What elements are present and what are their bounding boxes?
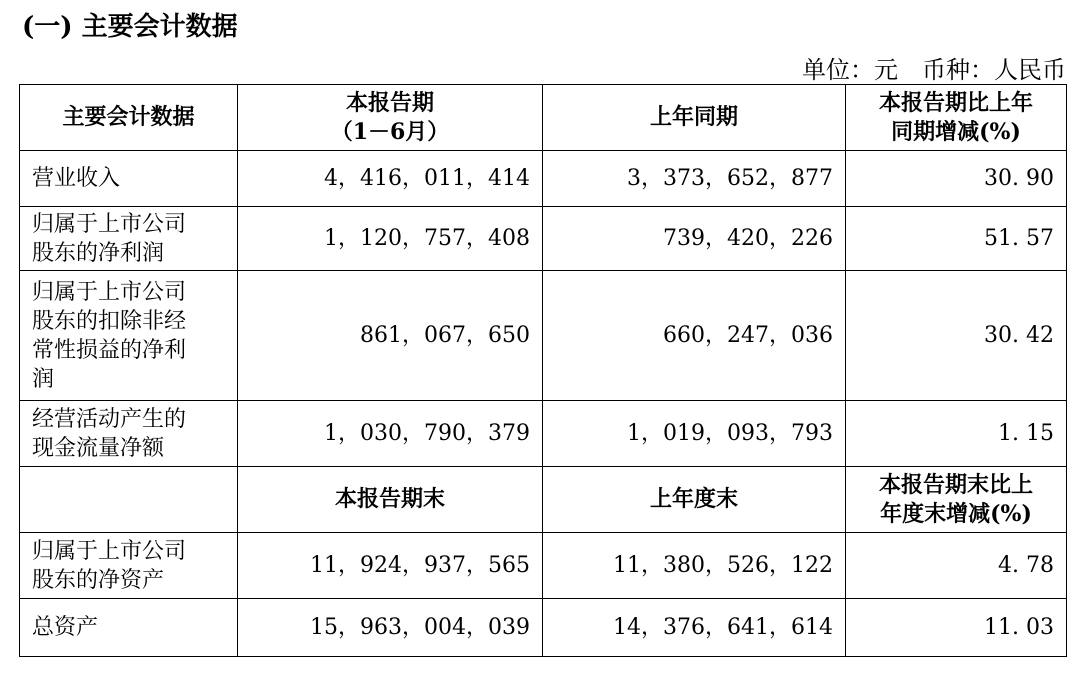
header-item: 主要会计数据 — [20, 85, 238, 151]
section-title: (一) 主要会计数据 — [22, 12, 238, 42]
row-change-value: 30. 90 — [846, 151, 1067, 207]
table-row — [20, 271, 1067, 401]
table-row — [20, 599, 1067, 657]
header-current-period: 本报告期 （1－6月） — [238, 85, 543, 151]
row-change-value: 30. 42 — [846, 271, 1067, 401]
row-label: 总资产 — [20, 599, 238, 657]
row-label: 营业收入 — [20, 151, 238, 207]
row-current-value: 15，963，004，039 — [238, 599, 543, 657]
row-current-value: 4，416，011，414 — [238, 151, 543, 207]
row-change-value: 1. 15 — [846, 401, 1067, 467]
row-prior-value: 660，247，036 — [543, 271, 846, 401]
header-prior-year-end: 上年度末 — [543, 467, 846, 533]
table-row — [20, 151, 1067, 207]
table-row — [20, 533, 1067, 599]
row-prior-value: 739，420，226 — [543, 207, 846, 271]
table-header-row — [20, 85, 1067, 151]
row-prior-value: 11，380，526，122 — [543, 533, 846, 599]
row-change-value: 4. 78 — [846, 533, 1067, 599]
header-change-percent: 本报告期末比上 年度末增减(%) — [846, 467, 1067, 533]
row-prior-value: 3，373，652，877 — [543, 151, 846, 207]
row-current-value: 1，030，790，379 — [238, 401, 543, 467]
row-label: 归属于上市公司 股东的净资产 — [20, 533, 238, 599]
table-row — [20, 401, 1067, 467]
row-label: 归属于上市公司 股东的扣除非经 常性损益的净利 润 — [20, 271, 238, 401]
row-change-value: 51. 57 — [846, 207, 1067, 271]
table-row — [20, 207, 1067, 271]
row-current-value: 861，067，650 — [238, 271, 543, 401]
header-period-end: 本报告期末 — [238, 467, 543, 533]
row-label: 归属于上市公司 股东的净利润 — [20, 207, 238, 271]
header-change-percent: 本报告期比上年 同期增减(%) — [846, 85, 1067, 151]
accounting-data-table — [19, 84, 1067, 657]
row-current-value: 11，924，937，565 — [238, 533, 543, 599]
row-prior-value: 14，376，641，614 — [543, 599, 846, 657]
unit-currency-note: 单位：元 币种：人民币 — [802, 56, 1066, 84]
header-prior-period: 上年同期 — [543, 85, 846, 151]
row-prior-value: 1，019，093，793 — [543, 401, 846, 467]
row-label: 经营活动产生的 现金流量净额 — [20, 401, 238, 467]
table-subheader-row — [20, 467, 1067, 533]
header-item — [20, 467, 238, 533]
row-change-value: 11. 03 — [846, 599, 1067, 657]
row-current-value: 1，120，757，408 — [238, 207, 543, 271]
